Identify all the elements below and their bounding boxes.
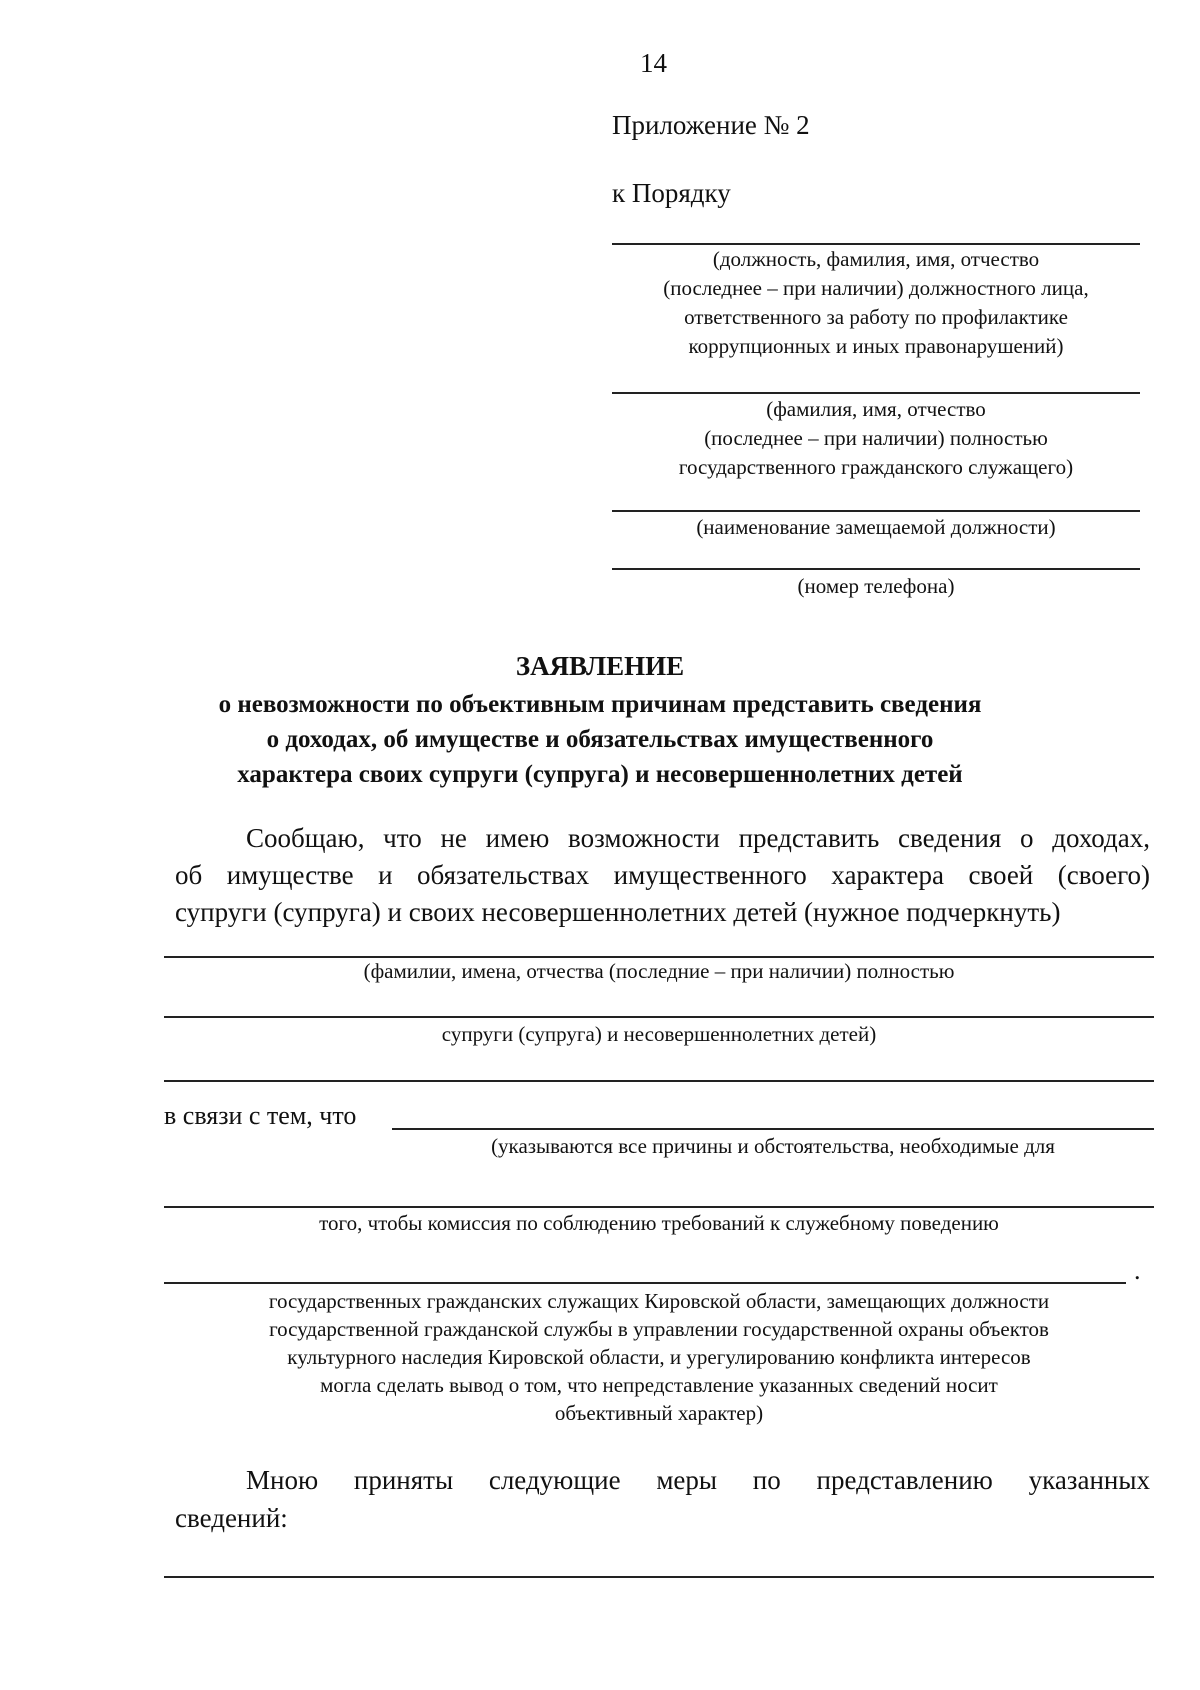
reason-line-2 xyxy=(164,1206,1154,1208)
position-caption: (наименование замещаемой должности) xyxy=(696,515,1056,539)
statement-subtitle-line: о доходах, об имуществе и обязательствах имущественного xyxy=(266,726,934,753)
caption-line: могла сделать вывод о том, что непредставление указанных сведений носит xyxy=(320,1373,998,1397)
caption-line: государственной гражданской службы в управлении государственной охраны объектов xyxy=(269,1317,1049,1341)
paragraph-line: Сообщаю, что не имею возможности представить сведения о доходах, xyxy=(246,823,1150,853)
appendix-title: Приложение № 2 xyxy=(612,110,810,140)
measures-line: сведений: xyxy=(175,1503,288,1533)
paragraph-line: супруги (супруга) и своих несовершеннолетних детей (нужное подчеркнуть) xyxy=(175,897,1061,927)
caption-line: культурного наследия Кировской области, и урегулированию конфликта интересов xyxy=(287,1345,1031,1369)
reason-line-1 xyxy=(392,1128,1154,1130)
measures-line-blank xyxy=(164,1576,1154,1578)
caption-line: (последнее – при наличии) должностного лица, xyxy=(663,276,1089,300)
phone-caption: (номер телефона) xyxy=(797,574,955,598)
reason-line-3 xyxy=(164,1282,1126,1284)
appendix-to: к Порядку xyxy=(612,178,731,208)
statement-title: ЗАЯВЛЕНИЕ xyxy=(515,651,685,681)
names-caption-2: супруги (супруга) и несовершеннолетних детей) xyxy=(441,1022,877,1046)
statement-subtitle-line: о невозможности по объективным причинам представить сведения xyxy=(218,691,982,718)
reason-caption-2: того, чтобы комиссия по соблюдению требований к служебному поведению xyxy=(319,1211,999,1235)
names-caption-1: (фамилии, имена, отчества (последние – при наличии) полностью xyxy=(363,959,955,983)
paragraph-line: об имуществе и обязательствах имущественного характера своей (своего) xyxy=(175,860,1150,890)
statement-subtitle-line: характера своих супруги (супруга) и несовершеннолетних детей xyxy=(237,761,963,788)
names-line-3 xyxy=(164,1080,1154,1082)
caption-line: государственного гражданского служащего) xyxy=(678,455,1074,479)
reason-end-mark: . xyxy=(1134,1256,1141,1285)
caption-line: коррупционных и иных правонарушений) xyxy=(688,334,1064,358)
caption-line: (должность, фамилия, имя, отчество xyxy=(712,247,1040,271)
phone-line xyxy=(612,568,1140,570)
employee-line xyxy=(612,392,1140,394)
caption-line: (фамилия, имя, отчество xyxy=(766,397,986,421)
reason-label: в связи с тем, что xyxy=(164,1101,357,1130)
caption-line: ответственного за работу по профилактике xyxy=(684,305,1068,329)
caption-line: объективный характер) xyxy=(554,1401,764,1425)
measures-line: Мною приняты следующие меры по представлению указанных xyxy=(246,1465,1150,1495)
position-line xyxy=(612,510,1140,512)
page-number: 14 xyxy=(640,48,667,78)
caption-line: государственных гражданских служащих Кировской области, замещающих должности xyxy=(268,1289,1050,1313)
caption-line: (последнее – при наличии) полностью xyxy=(704,426,1048,450)
reason-caption-1: (указываются все причины и обстоятельства, необходимые для xyxy=(491,1134,1055,1158)
names-line-2 xyxy=(164,1016,1154,1018)
